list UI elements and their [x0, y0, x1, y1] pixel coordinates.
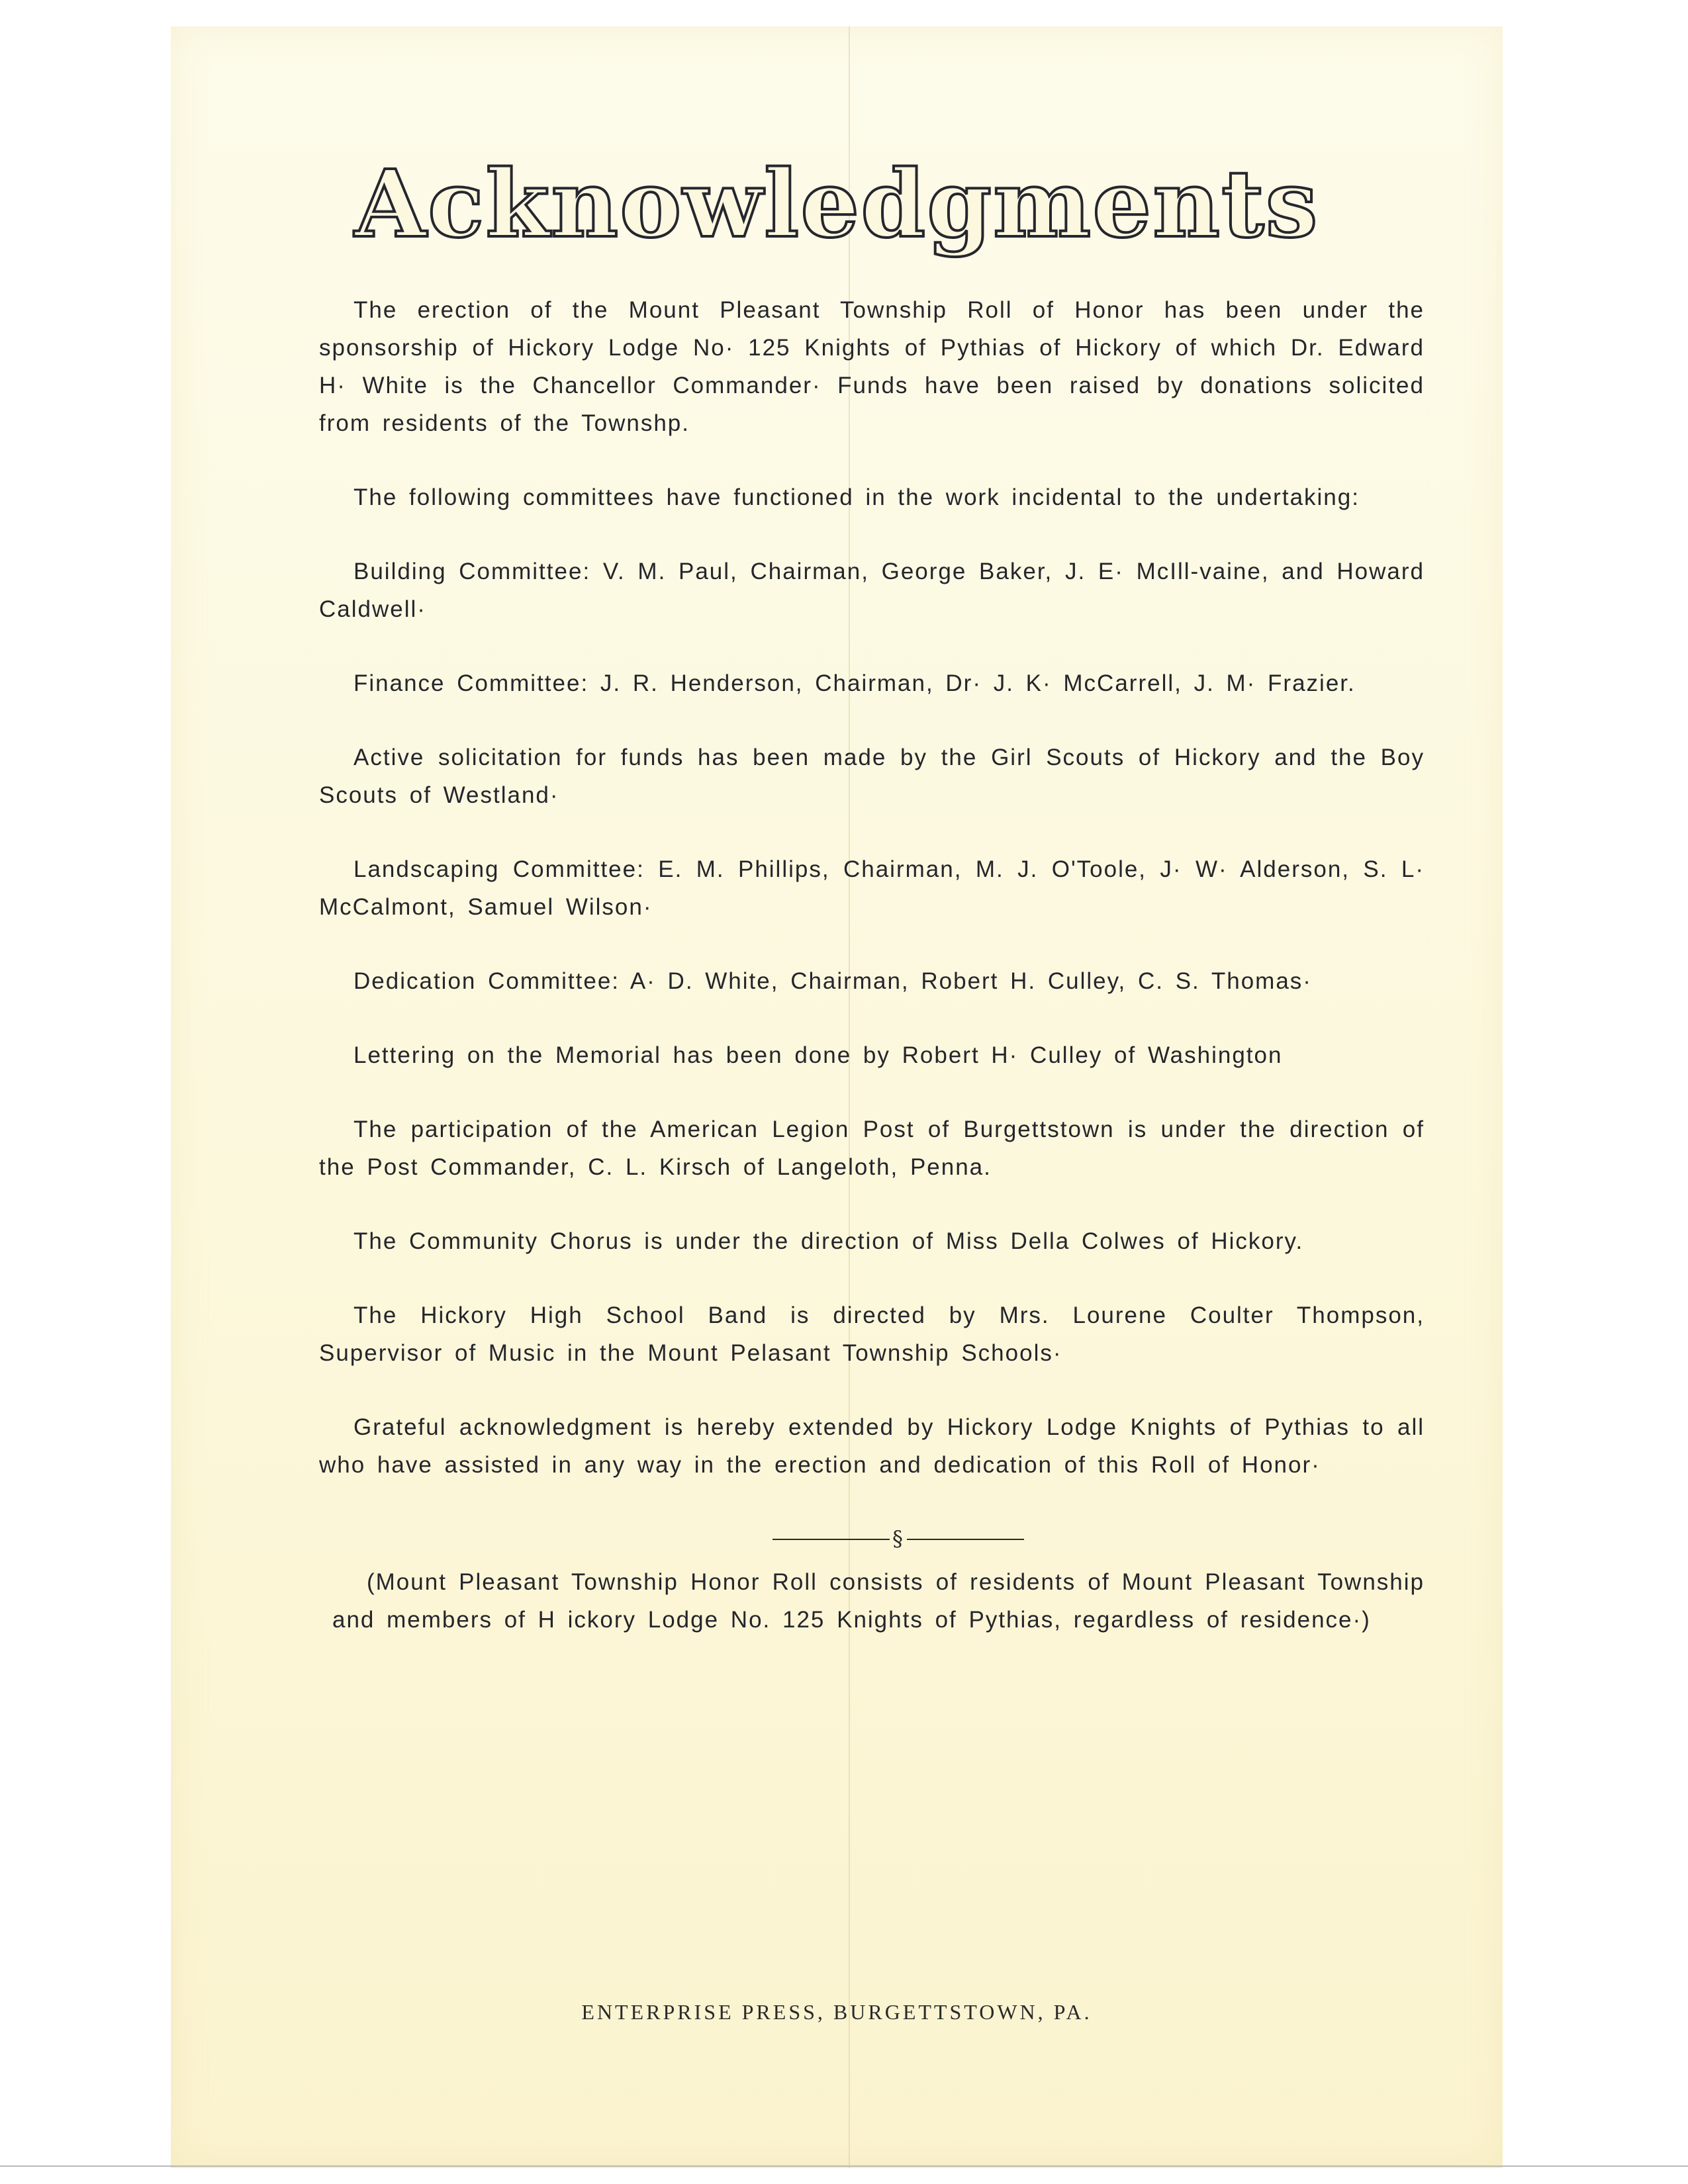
paragraph-building-committee: Building Committee: V. M. Paul, Chairman, George Baker, J. E· McIll-vaine, and Howard Caldwell·: [319, 559, 1425, 622]
paragraph-lettering: Lettering on the Memorial has been done by Robert H· Culley of Washington: [353, 1042, 1283, 1068]
paragraph-grateful-acknowledgment: Grateful acknowledgment is hereby extended by Hickory Lodge Knights of Pythias to all who have assisted in any way in the erection and dedication of this Roll of Honor·: [319, 1414, 1425, 1478]
paragraph-finance-committee: Finance Committee: J. R. Henderson, Chairman, Dr· J. K· McCarrell, J. M· Frazier.: [353, 670, 1356, 696]
document-body: [319, 291, 1425, 1639]
paragraph-solicitation: Active solicitation for funds has been made by the Girl Scouts of Hickory and the Boy Scouts of Westland·: [319, 745, 1425, 808]
printer-imprint: ENTERPRISE PRESS, BURGETTSTOWN, PA.: [581, 2000, 1092, 2024]
paragraph-american-legion: The participation of the American Legion Post of Burgettstown is under the direction of the Post Commander, C. L. Kirsch of Langeloth, Penna.: [319, 1116, 1425, 1180]
paragraph-community-chorus: The Community Chorus is under the direction of Miss Della Colwes of Hickory.: [353, 1228, 1304, 1254]
divider-line-right: [907, 1539, 1024, 1540]
section-divider: [773, 1520, 1024, 1558]
divider-line-left: [773, 1539, 890, 1540]
paragraph-dedication-committee: Dedication Committee: A· D. White, Chairman, Robert H. Culley, C. S. Thomas·: [353, 968, 1312, 994]
paragraph-school-band: The Hickory High School Band is directed by Mrs. Lourene Coulter Thompson, Supervisor of Music in the Mount Pelasant Township Schools·: [319, 1302, 1425, 1366]
honor-roll-note: (Mount Pleasant Township Honor Roll consists of residents of Mount Pleasant Township and members of H ickory Lodge No. 125 Knights of Pythias, regardless of residence·): [332, 1569, 1425, 1633]
paragraph-landscaping-committee: Landscaping Committee: E. M. Phillips, Chairman, M. J. O'Toole, J· W· Alderson, S. L· McCalmont, Samuel Wilson·: [319, 856, 1425, 920]
page-title: Acknowledgments: [354, 150, 1319, 259]
scan-bottom-edge: [0, 2165, 1688, 2167]
paragraph-committees-intro: The following committees have functioned in the work incidental to the undertaking:: [353, 484, 1360, 510]
section-mark-icon: §: [892, 1526, 904, 1551]
paragraph-sponsorship: The erection of the Mount Pleasant Township Roll of Honor has been under the sponsorship of Hickory Lodge No· 125 Knights of Pythias of Hickory of which Dr. Edward H· White is the Chancellor Commander· Funds have been raised by donations solicited from residents of the Townshp.: [319, 297, 1425, 436]
